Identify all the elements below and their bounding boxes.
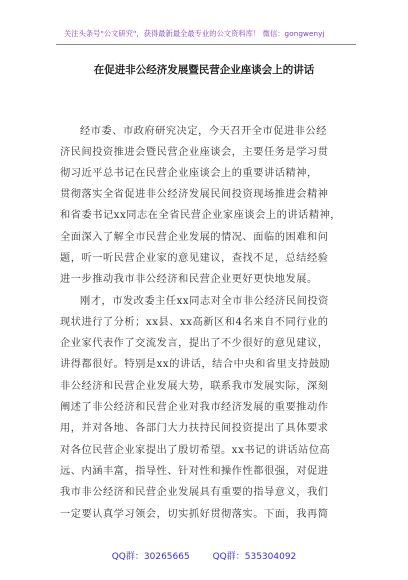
qq-group-1: QQ群：30265665 bbox=[111, 552, 190, 562]
document-title: 在促进非公经济发展暨民营企业座谈会上的讲话 bbox=[93, 64, 315, 76]
body-line: 非公经济和民营企业发展大势，联系我市发展实际，深刻 bbox=[60, 381, 329, 392]
body-line: 进一步推动我市非公经济和民营企业更好更快地发展。 bbox=[60, 274, 318, 285]
body-line: 全面深入了解全市民营企业发展的情况、面临的困难和问 bbox=[60, 232, 329, 243]
body-line: 企业家代表作了交流发言，提出了不少很好的意见建议， bbox=[60, 338, 329, 349]
body-line: 阐述了非公经济和民营企业对我市经济发展的重要推动作 bbox=[60, 402, 329, 413]
body-line: 刚才，市发改委主任xx同志对全市非公经济民间投资 bbox=[80, 296, 329, 307]
body-line: 一定要认真学习领会，切实抓好贯彻落实。下面，我再简 bbox=[60, 509, 329, 520]
body-line: 远、内涵丰富，指导性、针对性和操作性都很强，对促进 bbox=[60, 466, 329, 477]
body-line: 现状进行了分析；xx县、xx高新区和4名来自不同行业的 bbox=[60, 317, 329, 328]
body-line: 对各位民营企业家提出了殷切希望。xx书记的讲话站位高 bbox=[60, 445, 331, 456]
header-divider bbox=[56, 44, 356, 45]
body-line: 彻习近平总书记在民营企业座谈会上的重要讲话精神， bbox=[60, 168, 318, 179]
header-banner: 关注头条号"公文研究"，获得最新最全最专业的公文资料库！ 微信：gongwenyj bbox=[64, 29, 325, 38]
body-line: 经市委、市政府研究决定，今天召开全市促进非公经 bbox=[80, 126, 327, 137]
body-line: 和省委书记xx同志在全省民营企业家座谈会上的讲话精神， bbox=[60, 210, 342, 221]
body-line: 用，并对各地、各部门大力扶持民间投资提出了具体要求 bbox=[60, 423, 329, 434]
body-line: 贯彻落实全省促进非公经济发展民间投资现场推进会精神 bbox=[60, 189, 329, 200]
body-line: 我市非公经济和民营企业发展具有重要的指导意义，我们 bbox=[60, 487, 329, 498]
body-line: 题，听一听民营企业家的意见建议，查找不足，总结经验 bbox=[60, 253, 329, 264]
body-line: 讲得都很好。特别是xx的讲话，结合中央和省里支持鼓励 bbox=[60, 359, 331, 370]
body-line: 济民间投资推进会暨民营企业座谈会，主要任务是学习贯 bbox=[60, 147, 329, 158]
qq-group-2: QQ群：535304092 bbox=[212, 552, 297, 562]
footer-contacts bbox=[0, 549, 408, 562]
